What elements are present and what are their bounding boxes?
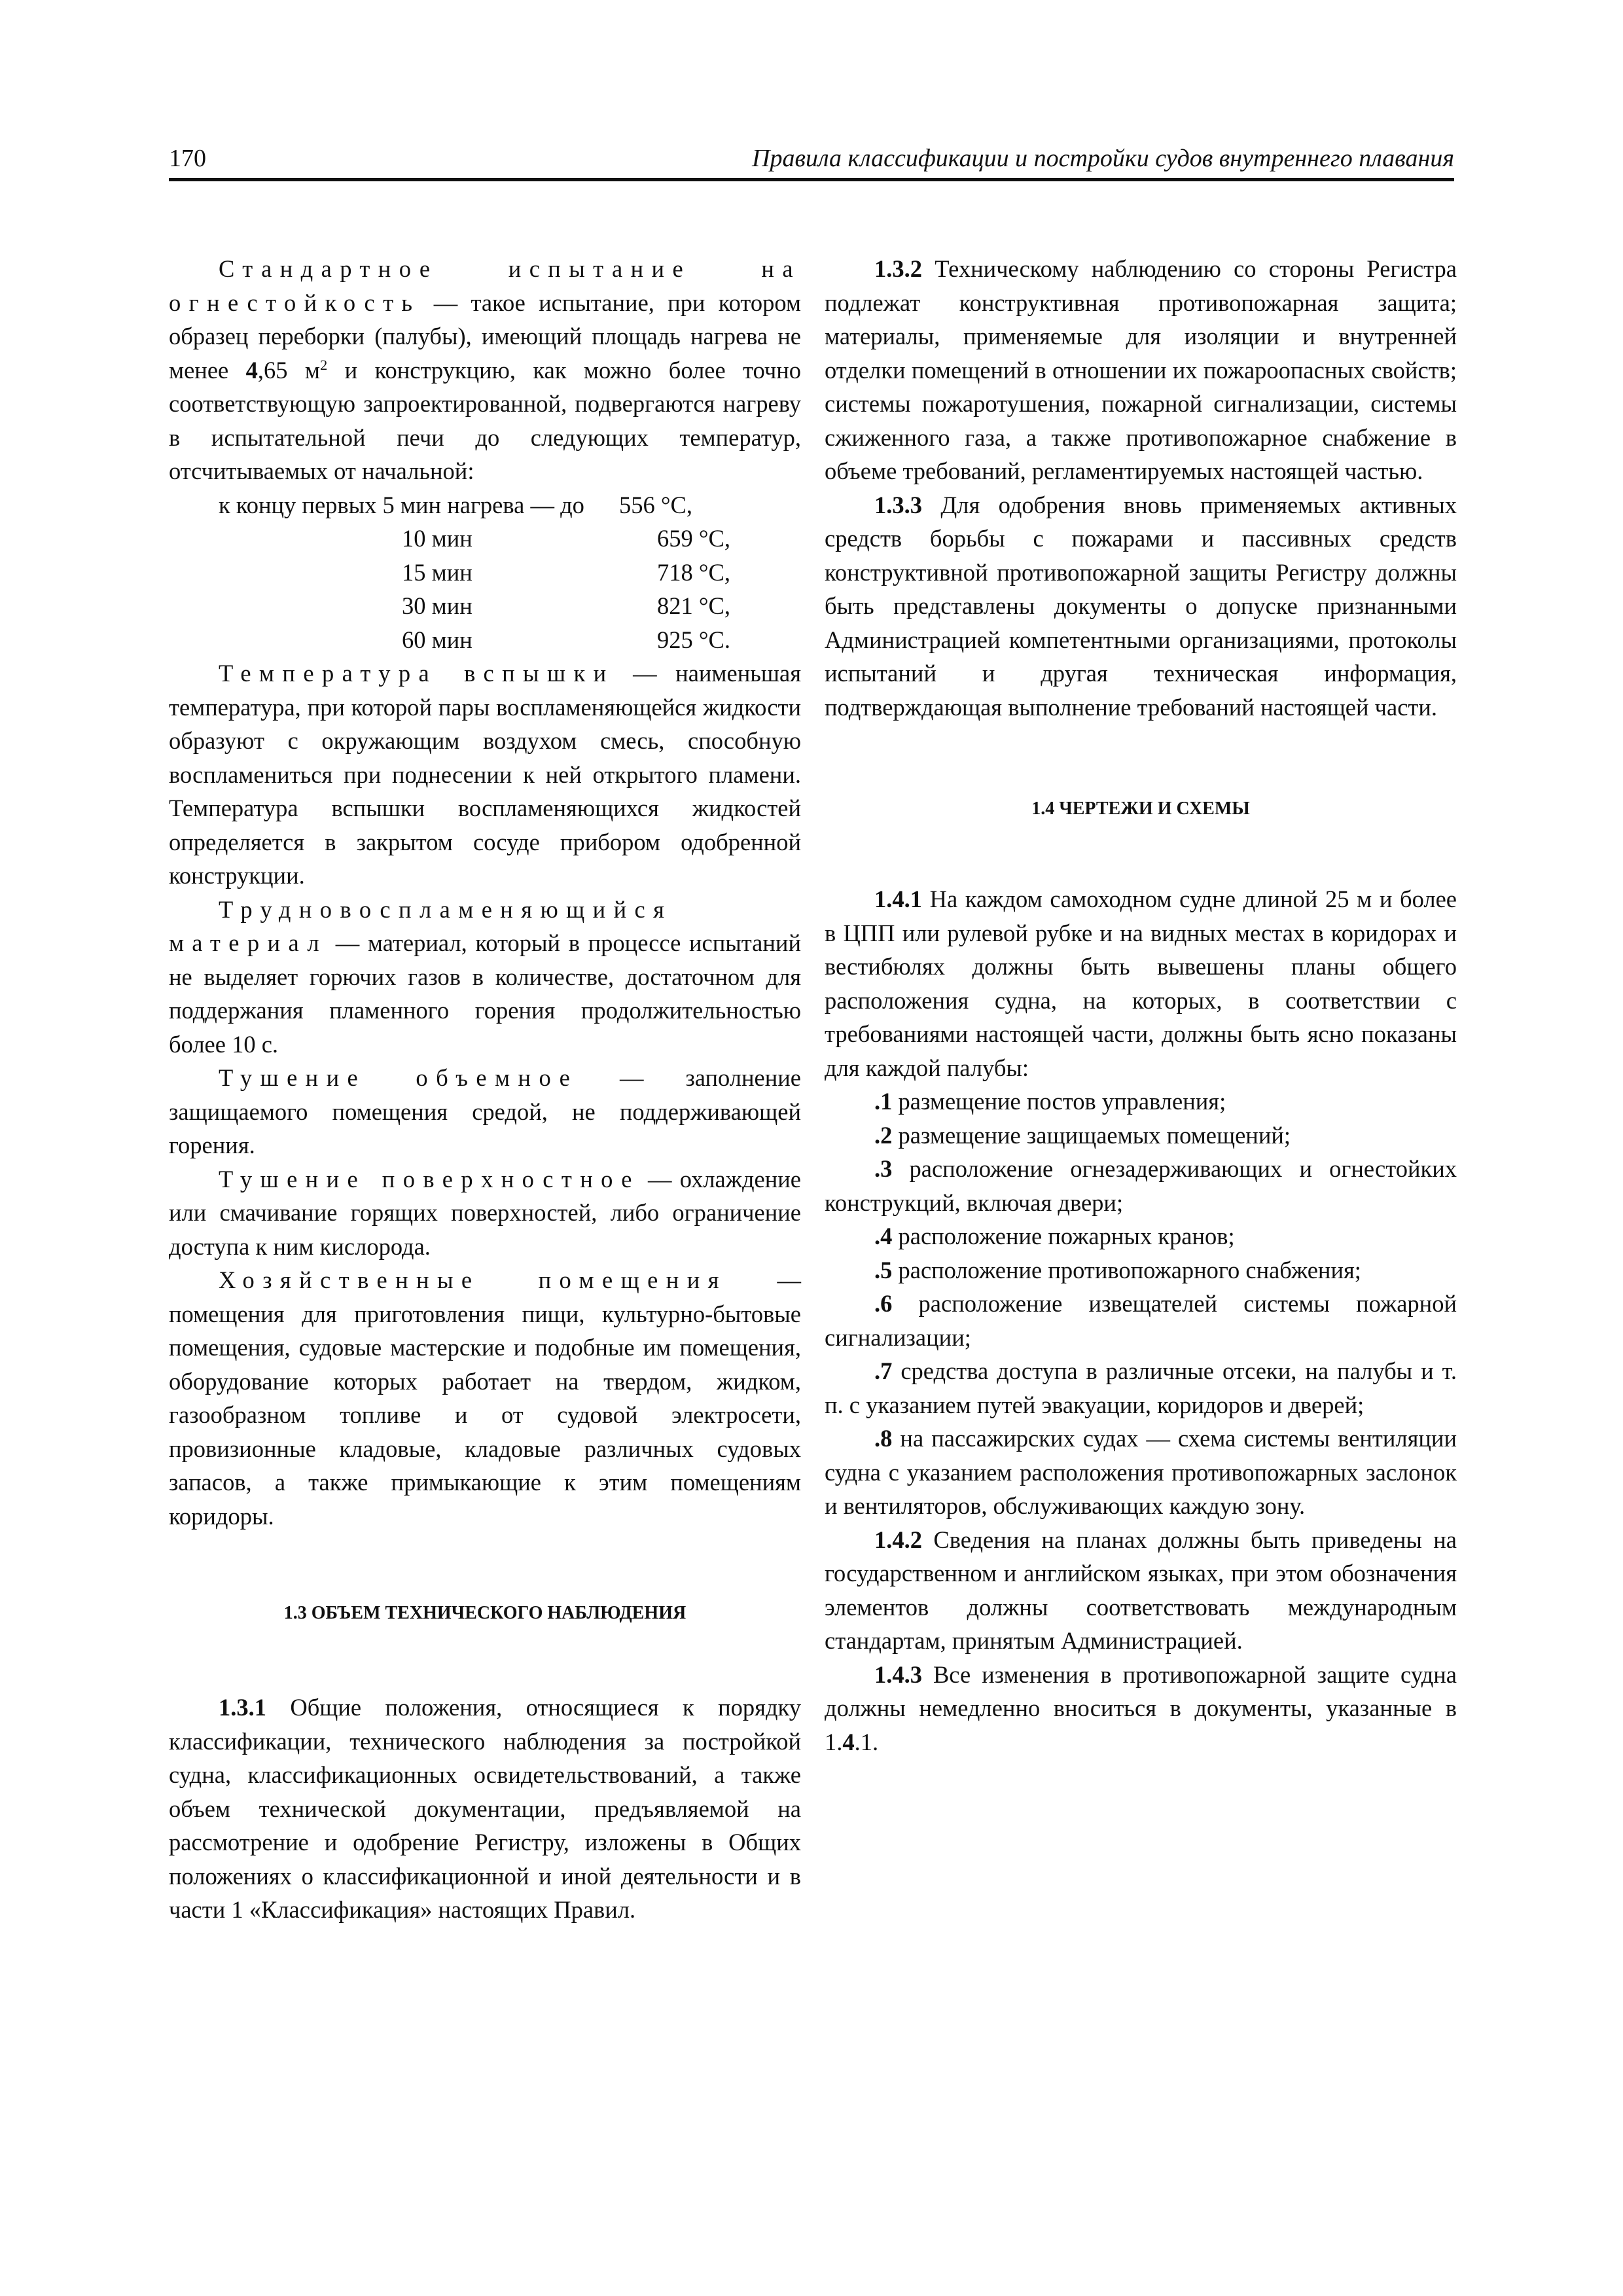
list-item: .4 расположение пожарных кранов;: [874, 1223, 1235, 1249]
definition-surface-extinguishing: Тушение поверхностное — охлаждение или смачивание горящих поверхностей, либо ограничение доступа к ним кислорода.: [169, 1165, 802, 1260]
paragraph-1-4-3: 1.4.3 Все изменения в противопожарной защите судна должны немедленно вноситься в документы, указанные в 1.4.1.: [825, 1660, 1457, 1755]
paragraph-1-3-1: 1.3.1 Общие положения, относящиеся к порядку классификации, технического наблюдения за постройкой судна, классификационных освидетельствований, а также объем технической документации, предъявляемой на рассмотрение и одобрение Регистру, изложены в Общих положениях о классификационной и иной деятельности и в части 1 «Классификация» настоящих Правил.: [169, 1694, 801, 1923]
paragraph-1-4-2: 1.4.2 Сведения на планах должны быть приведены на государственном и английском языках, при этом обозначения элементов должны соответствовать международным стандартам, принятым Администрацией.: [825, 1526, 1457, 1654]
temperature-row: 15 мин 718 °C,: [402, 558, 730, 586]
running-title: Правила классификации и постройки судов внутреннего плавания: [752, 145, 1454, 172]
term-hard-ignite: Трудновоспламеняющийся материал: [169, 895, 673, 956]
list-item: .2 размещение защищаемых помещений;: [874, 1121, 1291, 1149]
list-item: .6 расположение извещателей системы пожарной сигнализации;: [825, 1290, 1457, 1351]
temperature-table: [169, 488, 801, 657]
list-item: .1 размещение постов управления;: [874, 1088, 1226, 1115]
definition-household-spaces: Хозяйственные помещения — помещения для приготовления пищи, культурно-бытовые помещения, судовые мастерские и подобные им помещения, оборудование которых работает на твердом, жидком, газообразном топливе и от судовой электросети, провизионные кладовые, кладовые различных судовых запасов, а также примыкающие к этим помещениям коридоры.: [169, 1266, 801, 1530]
paragraph-1-3-2: 1.3.2 Техническому наблюдению со стороны Регистра подлежат конструктивная противопожарная защита; материалы, применяемые для изоляции и внутренней отделки помещений в отношении их пожароопасных свойств; системы пожаротушения, пожарной сигнализации, системы сжиженного газа, а также противопожарное снабжение в объеме требований, регламентируемых настоящей частью.: [825, 255, 1457, 484]
right-column: [825, 252, 1457, 1759]
section-heading-1-4: 1.4 ЧЕРТЕЖИ И СХЕМЫ: [1031, 798, 1250, 819]
temperature-row: 60 мин 925 °C.: [402, 626, 730, 653]
term-flash-point: Температура вспышки: [219, 660, 615, 687]
paragraph-1-3-3: 1.3.3 Для одобрения вновь применяемых активных средств борьбы с пожарами и пассивных средств конструктивной противопожарной защиты Регистру должны быть представлены документы о допуске признанными Администрацией компетентными организациями, протоколы испытаний и другая техническая информация, подтверждающая выполнение требований настоящей части.: [825, 491, 1457, 721]
term-surface-extinguishing: Тушение поверхностное: [219, 1165, 640, 1193]
list-item: .8 на пассажирских судах — схема системы вентиляции судна с указанием расположения противопожарных заслонок и вентиляторов, обслуживающих каждую зону.: [825, 1425, 1457, 1519]
term-volume-extinguishing: Тушение объемное: [219, 1064, 579, 1091]
definition-volume-extinguishing: Тушение объемное — заполнение защищаемого помещения средой, не поддерживающей горения.: [169, 1064, 802, 1158]
list-item: .3 расположение огнезадерживающих и огнестойких конструкций, включая двери;: [825, 1155, 1457, 1216]
temperature-row: 30 мин 821 °C,: [402, 592, 730, 619]
paragraph-1-4-1: 1.4.1 На каждом самоходном судне длиной 25 м и более в ЦПП или рулевой рубке и на видных местах в коридорах и вестибюлях должны быть вывешены планы общего расположения судна, на которых, в соответствии с требованиями настоящей части, должны быть ясно показаны для каждой палубы:: [825, 886, 1457, 1081]
list-item: .5 расположение противопожарного снабжения;: [874, 1256, 1361, 1283]
definition-fire-test: Стандартное испытание на огнестойкость — такое испытание, при котором образец переборки (палубы), имеющий площадь нагрева не менее 4,65 $м^2$ и конструкцию, как можно более точно соответствующую запроектированной, подвергаются нагреву в испытательной печи до следующих температур, отсчитываемых от начальной:: [169, 255, 801, 484]
cross-reference: 1.4.1.: [825, 1728, 879, 1755]
definition-hard-ignite: Трудновоспламеняющийся материал — материал, который в процессе испытаний не выделяет горючих газов в количестве, достаточном для поддержания пламенного горения продолжительностью более 10 с.: [169, 895, 801, 1058]
header-rule: [169, 178, 1454, 181]
term-household-spaces: Хозяйственные помещения: [219, 1266, 727, 1293]
temperature-row: 10 мин 659 °C,: [402, 525, 730, 552]
section-heading-1-3: 1.3 ОБЪЕМ ТЕХНИЧЕСКОГО НАБЛЮДЕНИЯ: [283, 1603, 687, 1623]
list-item: .7 средства доступа в различные отсеки, на палубы и т. п. с указанием путей эвакуации, коридоров и дверей;: [825, 1357, 1457, 1418]
page-number: 170: [169, 145, 206, 172]
definition-flash-point: Температура вспышки — наименьшая температура, при которой пары воспламеняющейся жидкости образуют с окружающим воздухом смесь, способную воспламениться при поднесении к ней открытого пламени. Температура вспышки воспламеняющихся жидкостей определяется в закрытом сосуде прибором одобренной конструкции.: [169, 660, 801, 889]
temperature-row: к концу первых 5 мин нагрева — до 556 °C,: [219, 491, 692, 518]
page-header: [169, 143, 1454, 183]
term-fire-test: Стандартное испытание на огнестойкость: [169, 255, 801, 316]
left-column: [169, 252, 801, 1927]
